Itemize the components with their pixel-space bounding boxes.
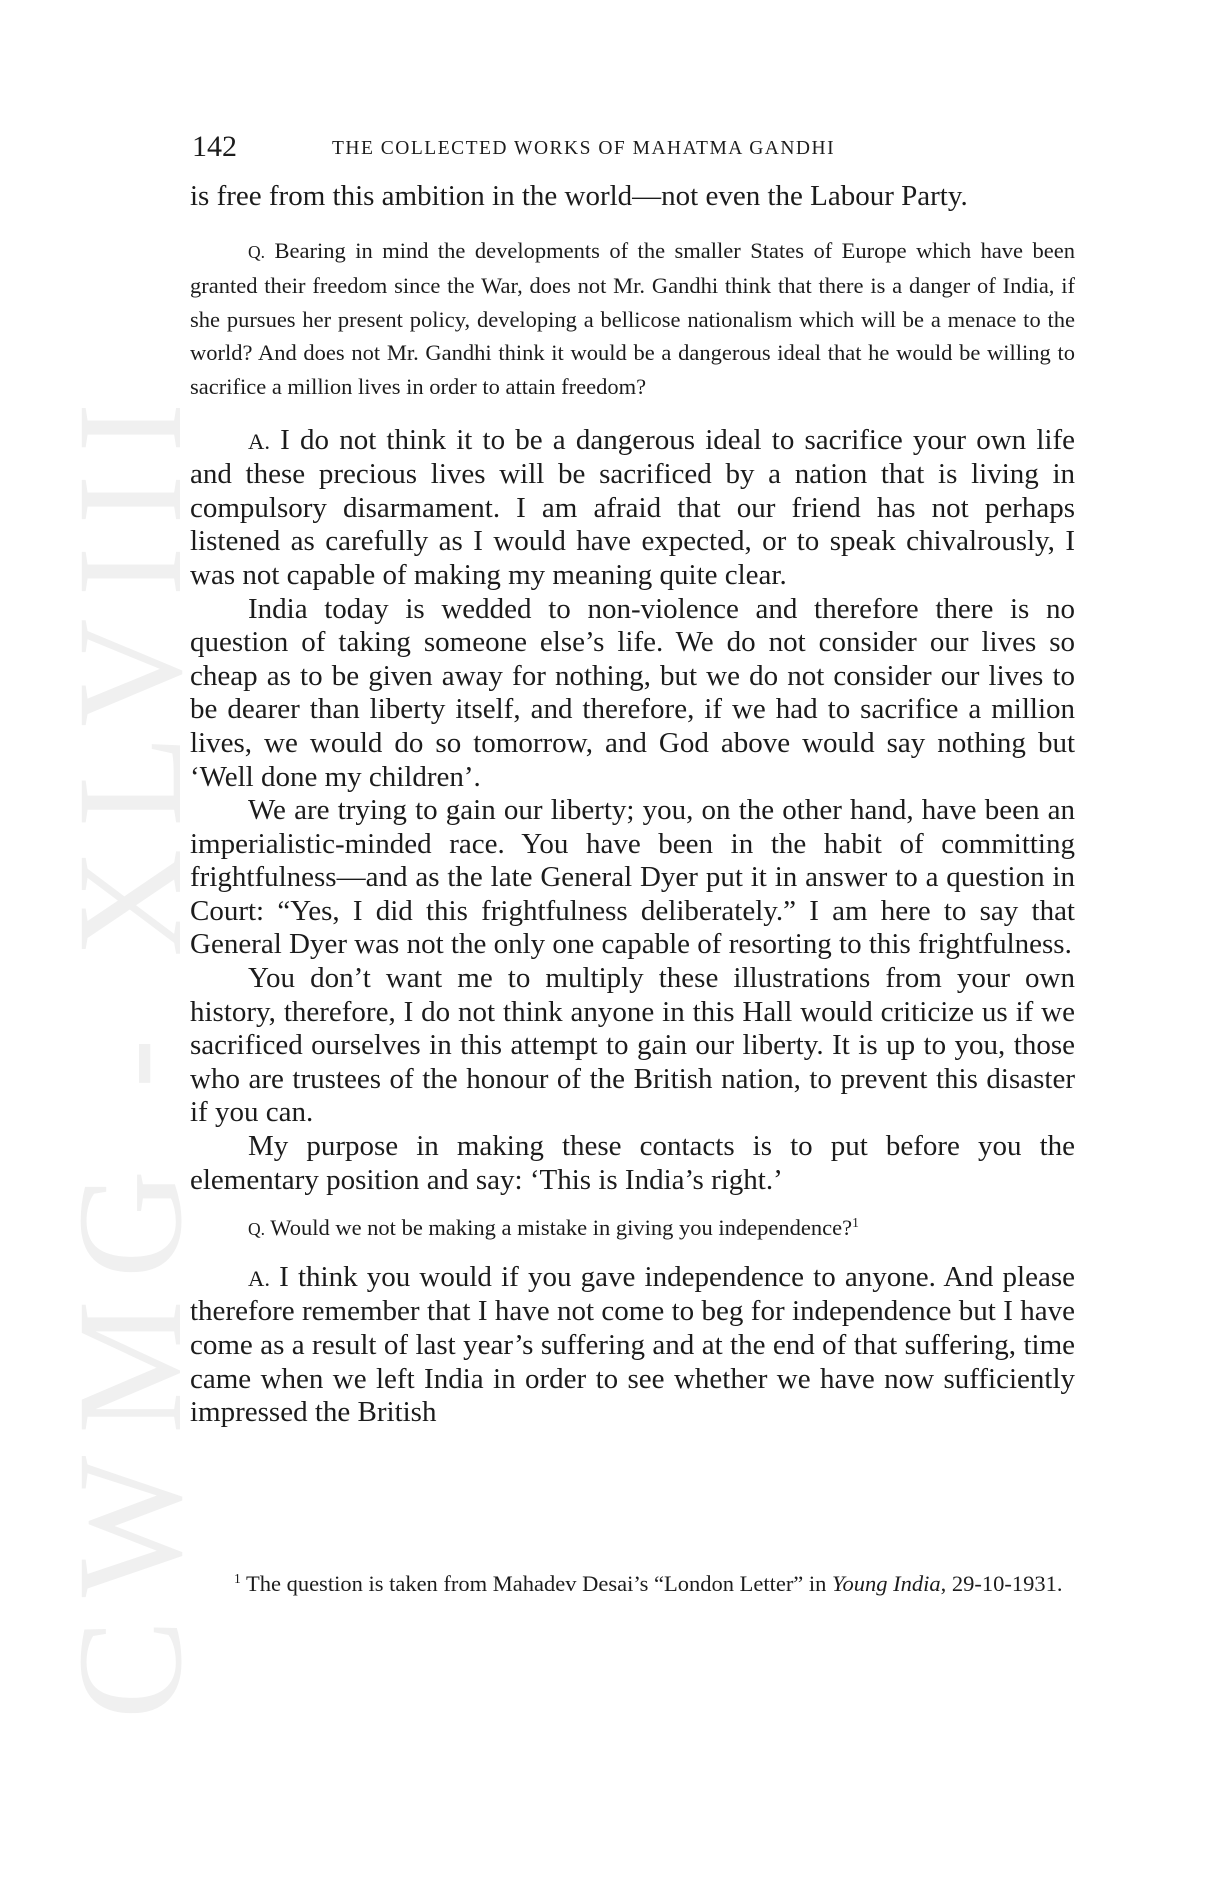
- answer-marker: A.: [248, 1265, 270, 1291]
- answer-text: I think you would if you gave independence to anyone. And please therefore remember that I have not come to beg for independence but I have come as a result of last year’s suffering and at the end of that suffering, time came when we left India in order to see whether we have now sufficiently impressed the British: [190, 1260, 1075, 1429]
- answer-text: I do not think it to be a dangerous ideal to sacrifice your own life and these precious lives will be sacrificed by a nation that is living in compulsory disarmament. I am afraid that our friend has not perhaps listened as carefully as I would have expected, or to speak chivalrously, I was not capable of making my meaning quite clear.: [190, 423, 1075, 591]
- footnote-italic-title: Young India: [832, 1571, 941, 1596]
- paragraph: My purpose in making these contacts is to put before you the elementary position and say: ‘This is India’s right.’: [190, 1130, 1075, 1196]
- footnote-text: [192, 1567, 1077, 1601]
- paragraph: We are trying to gain our liberty; you, on the other hand, have been an imperialistic-minded race. You have been in the habit of committing frightfulness—and as the late General Dyer put it in answer to a question in Court: “Yes, I did this frightfulness deliberately.” I am here to say that General Dyer was not the only one capable of resorting to this frightfulness.: [190, 794, 1075, 961]
- answer-2: [190, 1261, 1075, 1430]
- body-text: [190, 180, 1075, 1430]
- running-title: THE COLLECTED WORKS OF MAHATMA GANDHI: [332, 138, 836, 159]
- question-2: [190, 1211, 1075, 1247]
- footnote-date: , 29-10-1931.: [940, 1571, 1063, 1596]
- answer-1: [190, 424, 1075, 593]
- paragraph: India today is wedded to non-violence and therefore there is no question of taking someone else’s life. We do not consider our lives so cheap as to be given away for nothing, but we do not consider our lives to be dearer than liberty itself, and therefore, if we had to sacrifice a million lives, we would do so tomorrow, and God above would say nothing but ‘Well done my children’.: [190, 592, 1075, 793]
- footnote-number: 1: [234, 1570, 241, 1586]
- question-text: Bearing in mind the developments of the smaller States of Europe which have been granted their freedom since the War, does not Mr. Gandhi think that there is a danger of India, if she pursues her present policy, developing a bellicose nationalism which will be a menace to the world? And does not Mr. Gandhi think it would be a dangerous ideal that he would be willing to sacrifice a million lives in order to attain freedom?: [190, 237, 1075, 399]
- answer-marker: A.: [248, 428, 270, 454]
- question-text: Would we not be making a mistake in giving you independence?: [270, 1215, 853, 1241]
- footnote-ref: 1: [852, 1215, 859, 1231]
- page-number: 142: [192, 130, 237, 163]
- page-header: [192, 130, 1077, 170]
- watermark: CWMG - XLVIII: [47, 380, 213, 1720]
- footnote: [192, 1567, 1077, 1601]
- question-marker: Q.: [248, 241, 266, 262]
- footnote-body: The question is taken from Mahadev Desai’s “London Letter” in: [245, 1571, 827, 1596]
- paragraph-continuation: is free from this ambition in the world—not even the Labour Party.: [190, 180, 968, 212]
- question-marker: Q.: [248, 1219, 266, 1240]
- question-1: [190, 234, 1075, 404]
- paragraph: You don’t want me to multiply these illustrations from your own history, therefore, I do not think anyone in this Hall would criticize us if we sacrificed ourselves in this attempt to gain our liberty. It is up to you, those who are trustees of the honour of the British nation, to prevent this disaster if you can.: [190, 962, 1075, 1129]
